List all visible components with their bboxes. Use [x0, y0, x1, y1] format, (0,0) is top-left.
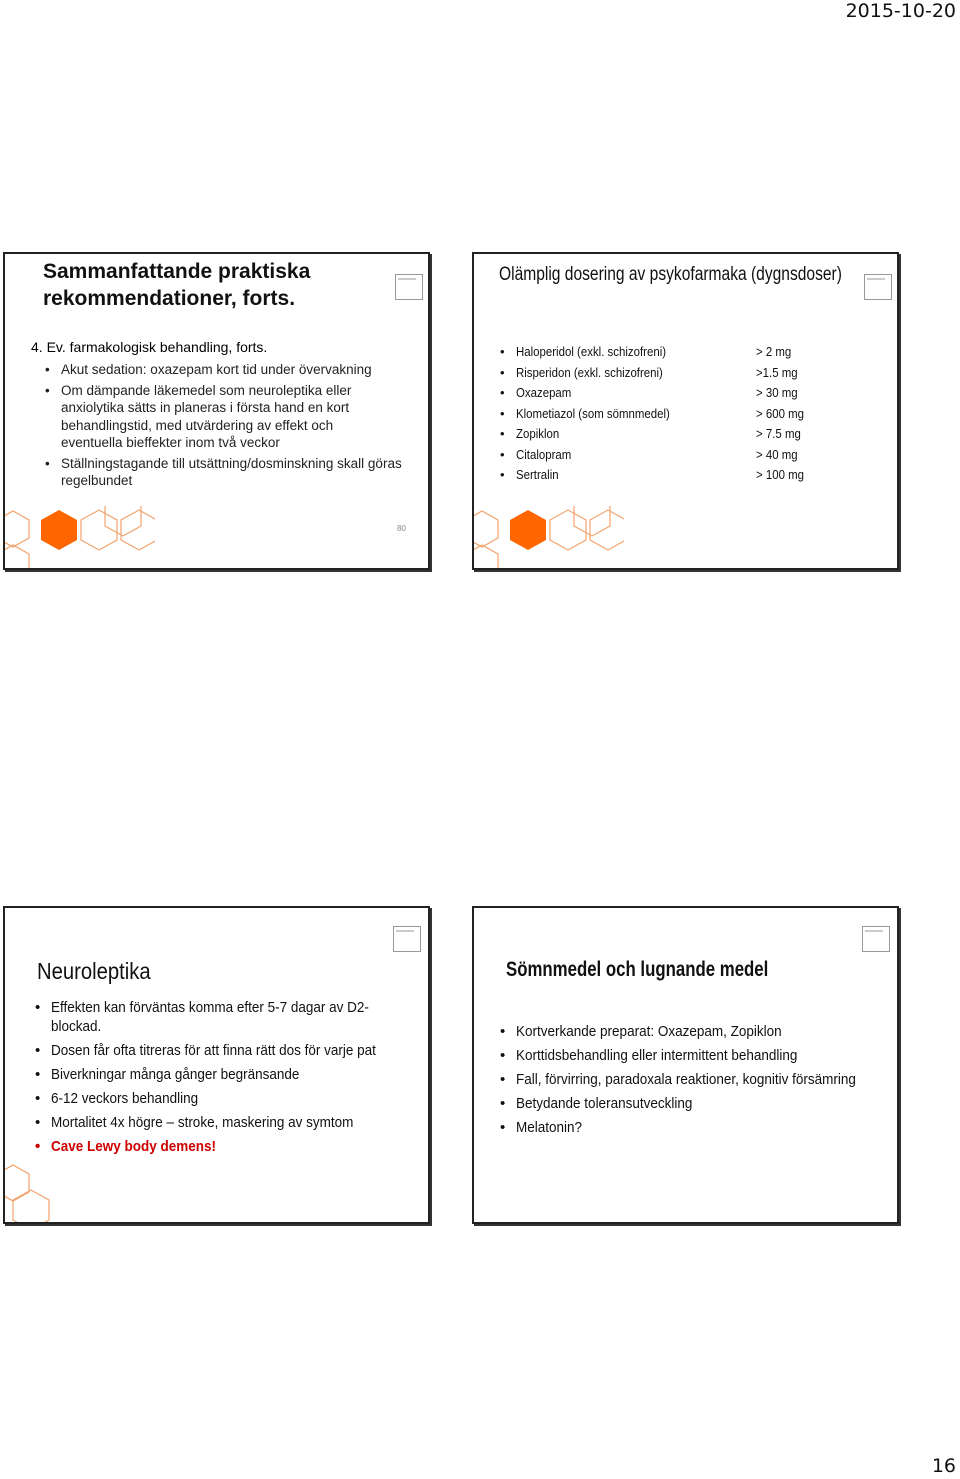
bullet-list	[45, 361, 429, 493]
list-item	[500, 445, 830, 466]
bullet-list	[500, 1022, 899, 1142]
list-item	[35, 1041, 395, 1060]
bullet-list	[35, 998, 395, 1161]
logo-icon	[864, 274, 892, 300]
list-item	[500, 383, 830, 404]
list-item	[35, 1113, 395, 1132]
drug-dose: > 600 mg	[756, 405, 805, 421]
slide-number: 80	[397, 524, 406, 533]
slide-sammanfattande	[3, 252, 430, 570]
list-item-text: Effekten kan förväntas komma efter 5-7 dagar av D2-blockad.	[51, 999, 369, 1035]
list-item	[500, 1046, 899, 1065]
drug-name: • Haloperidol (exkl. schizofreni)	[516, 344, 667, 359]
slide-title: Olämplig dosering av psykofarmaka (dygnsdoser)	[499, 264, 842, 285]
subheading: 4. Ev. farmakologisk behandling, forts.	[31, 339, 268, 355]
list-item: • Om dämpande läkemedel som neuroleptika eller anxiolytika sätts in planeras i första hand en kort behandlingstid, med utvärdering av effekt och eventuella bieffekter inom två veckor	[45, 382, 361, 452]
list-item-text: Kortverkande preparat: Oxazepam, Zopiklon	[516, 1023, 782, 1040]
list-item-text: Fall, förvirring, paradoxala reaktioner, kognitiv försämring	[516, 1071, 856, 1088]
drug-name: • Risperidon (exkl. schizofreni)	[516, 364, 663, 380]
drug-dose: > 40 mg	[756, 446, 798, 462]
list-item	[500, 1118, 899, 1137]
list-item	[500, 465, 830, 486]
list-item	[500, 1070, 899, 1089]
drug-name: • Klometiazol (som sömnmedel)	[516, 405, 670, 421]
list-item: • Ställningstagande till utsättning/dosminskning skall göras regelbundet	[45, 455, 429, 490]
warning-item	[35, 1137, 395, 1156]
logo-icon	[395, 274, 423, 300]
drug-dose: > 2 mg	[756, 344, 792, 359]
drug-name: • Sertralin	[516, 467, 559, 482]
list-item	[500, 342, 830, 363]
list-item	[500, 1022, 899, 1041]
drug-name: • Citalopram	[516, 446, 572, 462]
list-item-text: Betydande toleransutveckling	[516, 1095, 693, 1112]
title-line-2: rekommendationer, forts.	[43, 287, 296, 310]
list-item	[500, 1094, 899, 1113]
drug-dose: > 7.5 mg	[756, 426, 801, 441]
title-line-1: Sammanfattande praktiska	[43, 260, 311, 283]
list-item	[500, 404, 830, 425]
hexagon-decoration-icon	[474, 506, 624, 568]
drug-dose: > 30 mg	[756, 385, 798, 400]
slide-title	[43, 258, 310, 312]
warning-text: Cave Lewy body demens!	[51, 1138, 217, 1155]
page-date: 2015-10-20	[845, 0, 956, 22]
list-item-text: Korttidsbehandling eller intermittent behandling	[516, 1047, 798, 1064]
drug-dose: > 100 mg	[756, 467, 805, 482]
drug-dose: >1.5 mg	[756, 364, 798, 380]
slide-title: Neuroleptika	[37, 958, 151, 984]
drug-name: • Oxazepam	[516, 385, 572, 400]
list-item-text: Dosen får ofta titreras för att finna rätt dos för varje pat	[51, 1042, 376, 1059]
dosage-list	[500, 342, 830, 486]
hexagon-decoration-icon	[5, 506, 155, 568]
list-item-text: Biverkningar många gånger begränsande	[51, 1066, 300, 1083]
logo-icon	[393, 926, 421, 952]
slide-title: Sömnmedel och lugnande medel	[506, 958, 769, 981]
list-item	[35, 1065, 395, 1084]
drug-name: • Zopiklon	[516, 426, 560, 441]
list-item-text: Mortalitet 4x högre – stroke, maskering av symtom	[51, 1114, 354, 1131]
list-item-text: Melatonin?	[516, 1119, 583, 1136]
list-item	[500, 424, 830, 445]
slide-somnmedel	[472, 906, 899, 1224]
list-item	[500, 363, 830, 384]
hexagon-decoration-icon	[5, 1160, 65, 1222]
list-item: • Akut sedation: oxazepam kort tid under övervakning	[45, 361, 429, 379]
list-item	[35, 1089, 395, 1108]
list-item	[35, 998, 395, 1036]
slide-olamplig-dosering	[472, 252, 899, 570]
list-item-text: 6-12 veckors behandling	[51, 1090, 199, 1107]
page-number: 16	[931, 1455, 956, 1477]
logo-icon	[862, 926, 890, 952]
slide-neuroleptika	[3, 906, 430, 1224]
